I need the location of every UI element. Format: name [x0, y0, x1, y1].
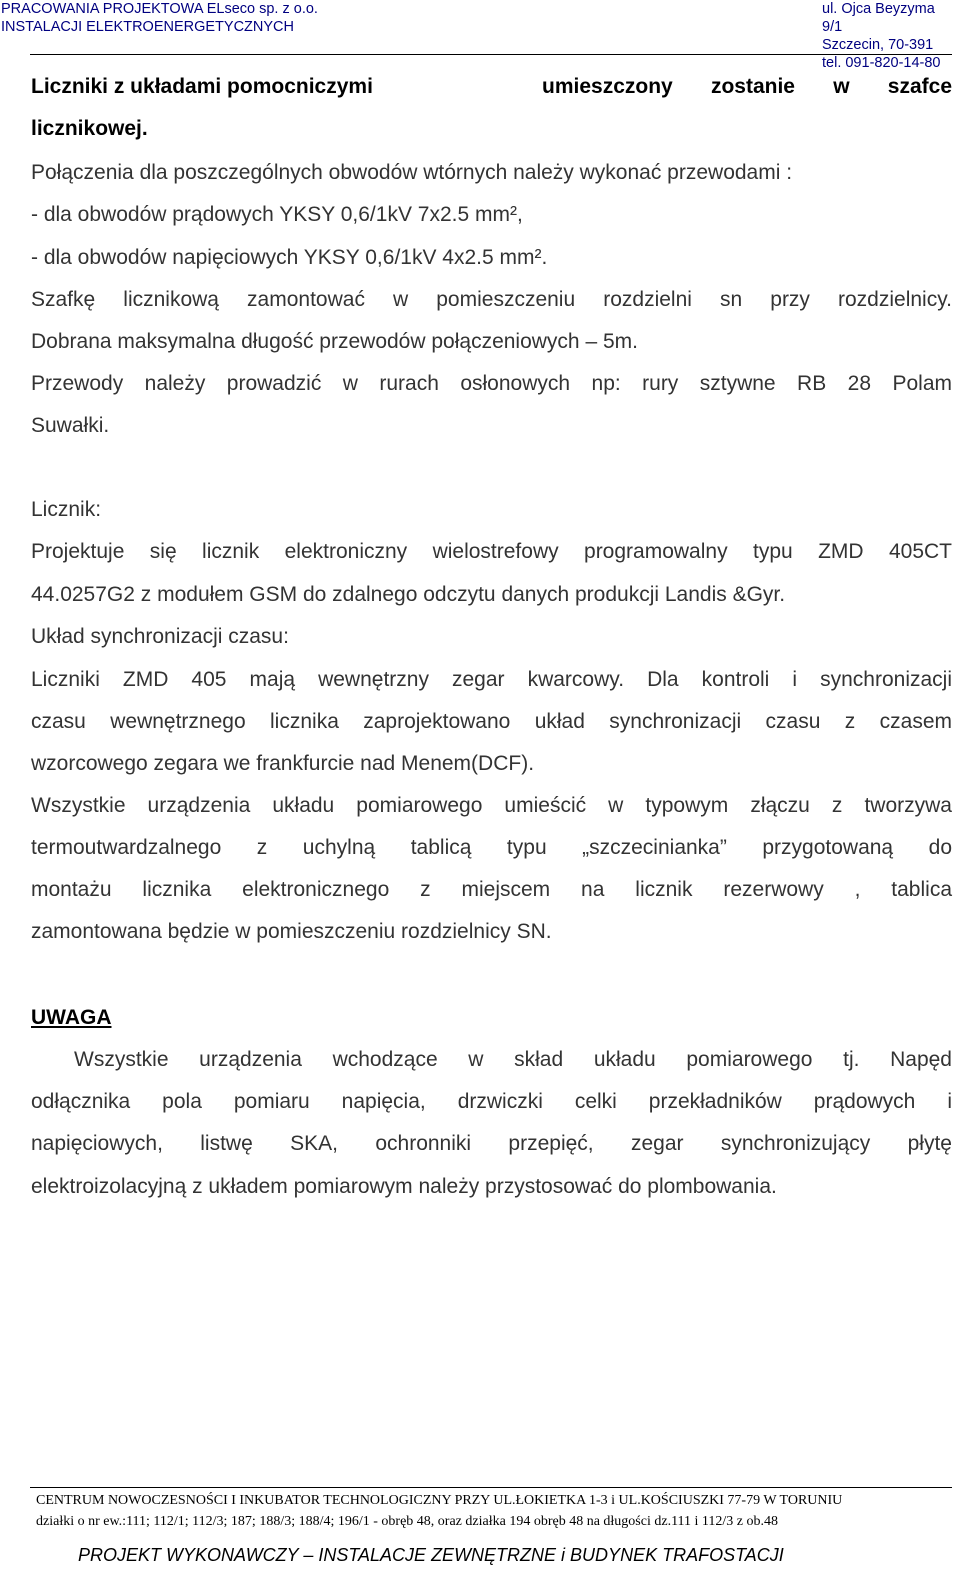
address-street: ul. Ojca Beyzyma 9/1: [822, 1, 935, 35]
sync-line-1: Liczniki ZMD 405 mają wewnętrzny zegar kwarcowy. Dla kontroli i synchronizacji: [31, 668, 952, 691]
conduit-line-2: Suwałki.: [31, 414, 110, 437]
devices-line-4: zamontowana będzie w pomieszczeniu rozdzielnicy SN.: [31, 920, 552, 943]
voltage-circuits-line: - dla obwodów napięciowych YKSY 0,6/1kV 4x2.5 mm².: [31, 246, 548, 269]
meter-line-2: 44.0257G2 z modułem GSM do zdalnego odczytu danych produkcji Landis &Gyr.: [31, 583, 786, 606]
heading-line2: licznikowej.: [31, 117, 148, 140]
warning-line-4: elektroizolacyjną z układem pomiarowym należy przystosować do plombowania.: [31, 1175, 777, 1198]
company-address: [822, 0, 952, 72]
heading-left: Liczniki z układami pomocniczymi: [31, 75, 373, 98]
address-city: Szczecin, 70-391: [822, 37, 934, 53]
paragraph-connections: Połączenia dla poszczególnych obwodów wtórnych należy wykonać przewodami :: [31, 161, 793, 184]
company-name: PRACOWANIA PROJEKTOWA ELseco sp. z o.o.: [1, 1, 318, 17]
current-circuits-line: - dla obwodów prądowych YKSY 0,6/1kV 7x2.5 mm²,: [31, 203, 523, 226]
warning-line-2: odłącznika pola pomiaru napięcia, drzwiczki celki przekładników prądowych i: [31, 1090, 952, 1113]
footer-parcels: działki o nr ew.:111; 112/1; 112/3; 187; 188/3; 188/4; 196/1 - obręb 48, oraz działka 194 obręb 48 na długości dz.111 i 112/3 z ob.48: [36, 1514, 778, 1529]
meter-section-label: Licznik:: [31, 498, 102, 521]
footer-project-site: CENTRUM NOWOCZESNOŚCI I INKUBATOR TECHNOLOGICZNY PRZY UL.ŁOKIETKA 1-3 i UL.KOŚCIUSZKI 77-79 W TORUNIU: [36, 1493, 843, 1508]
sync-label: Układ synchronizacji czasu:: [31, 625, 289, 648]
address-phone: tel. 091-820-14-80: [822, 55, 941, 71]
warning-line-1: Wszystkie urządzenia wchodzące w skład układu pomiarowego tj. Napęd: [74, 1048, 952, 1071]
max-length-line: Dobrana maksymalna długość przewodów połączeniowych – 5m.: [31, 330, 638, 353]
conduit-line-1: Przewody należy prowadzić w rurach osłonowych np: rury sztywne RB 28 Polam: [31, 372, 952, 395]
header-divider: [30, 54, 952, 55]
meter-line-1: Projektuje się licznik elektroniczny wielostrefowy programowalny typu ZMD 405CT: [31, 540, 952, 563]
heading-right: umieszczony zostanie w szafce: [542, 75, 952, 98]
sync-line-3: wzorcowego zegara we frankfurcie nad Menem(DCF).: [31, 752, 535, 775]
footer-divider: [30, 1487, 952, 1488]
devices-line-1: Wszystkie urządzenia układu pomiarowego umieścić w typowym złączu z tworzywa: [31, 794, 952, 817]
warning-title: UWAGA: [31, 1006, 112, 1029]
footer-project-title: PROJEKT WYKONAWCZY – INSTALACJE ZEWNĘTRZNE i BUDYNEK TRAFOSTACJI: [78, 1545, 784, 1565]
devices-line-3: montażu licznika elektronicznego z miejscem na licznik rezerwowy , tablica: [31, 878, 952, 901]
company-department: INSTALACJI ELEKTROENERGETYCZNYCH: [1, 19, 295, 35]
sync-line-2: czasu wewnętrznego licznika zaprojektowano układ synchronizacji czasu z czasem: [31, 710, 952, 733]
warning-line-3: napięciowych, listwę SKA, ochronniki przepięć, zegar synchronizujący płytę: [31, 1132, 952, 1155]
cabinet-mounting-line: Szafkę licznikową zamontować w pomieszczeniu rozdzielni sn przy rozdzielnicy.: [31, 288, 952, 311]
devices-line-2: termoutwardzalnego z uchylną tablicą typu „szczecinianka” przygotowaną do: [31, 836, 952, 859]
